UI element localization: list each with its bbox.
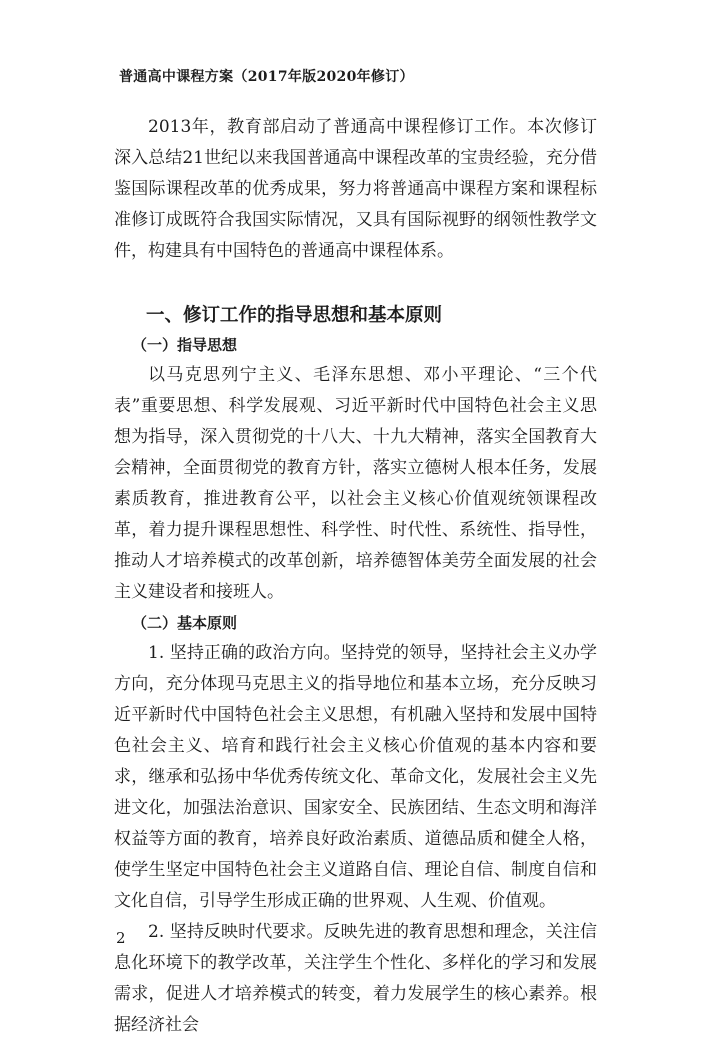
document-body xyxy=(114,112,597,1041)
guiding-ideology-paragraph: 以马克思列宁主义、毛泽东思想、邓小平理论、“三个代表”重要思想、科学发展观、习近平新时代中国特色社会主义思想为指导，深入贯彻党的十八大、十九大精神，落实全国教育大会精神，全面贯彻党的教育方针，落实立德树人根本任务，发展素质教育，推进教育公平，以社会主义核心价值观统领课程改革，着力提升课程思想性、科学性、时代性、系统性、指导性，推动人才培养模式的改革创新，培养德智体美劳全面发展的社会主义建设者和接班人。 xyxy=(114,365,597,602)
section-heading-1: 一、修订工作的指导思想和基本原则 xyxy=(146,305,443,326)
page-number: 2 xyxy=(116,929,126,947)
running-header: 普通高中课程方案（2017年版2020年修订） xyxy=(119,69,414,85)
subsection-heading-guiding-ideology: （一）指导思想 xyxy=(132,336,238,354)
principle-1-paragraph: 1. 坚持正确的政治方向。坚持党的领导，坚持社会主义办学方向，充分体现马克思主义的指导地位和基本立场，充分反映习近平新时代中国特色社会主义思想，有机融入坚持和发展中国特色社会主义、培育和践行社会主义核心价值观的基本内容和要求，继承和弘扬中华优秀传统文化、革命文化，发展社会主义先进文化，加强法治意识、国家安全、民族团结、生态文明和海洋权益等方面的教育，培养良好政治素质、道德品质和健全人格，使学生坚定中国特色社会主义道路自信、理论自信、制度自信和文化自信，引导学生形成正确的世界观、人生观、价值观。 xyxy=(114,643,597,911)
intro-paragraph: 2013年，教育部启动了普通高中课程修订工作。本次修订深入总结21世纪以来我国普通高中课程改革的宝贵经验，充分借鉴国际课程改革的优秀成果，努力将普通高中课程方案和课程标准修订成既符合我国实际情况，又具有国际视野的纲领性教学文件，构建具有中国特色的普通高中课程体系。 xyxy=(114,117,597,261)
principle-2-paragraph: 2. 坚持反映时代要求。反映先进的教育思想和理念，关注信息化环境下的教学改革，关注学生个性化、多样化的学习和发展需求，促进人才培养模式的转变，着力发展学生的核心素养。根据经济社会 xyxy=(114,922,597,1035)
subsection-heading-basic-principles: （二）基本原则 xyxy=(132,614,238,632)
